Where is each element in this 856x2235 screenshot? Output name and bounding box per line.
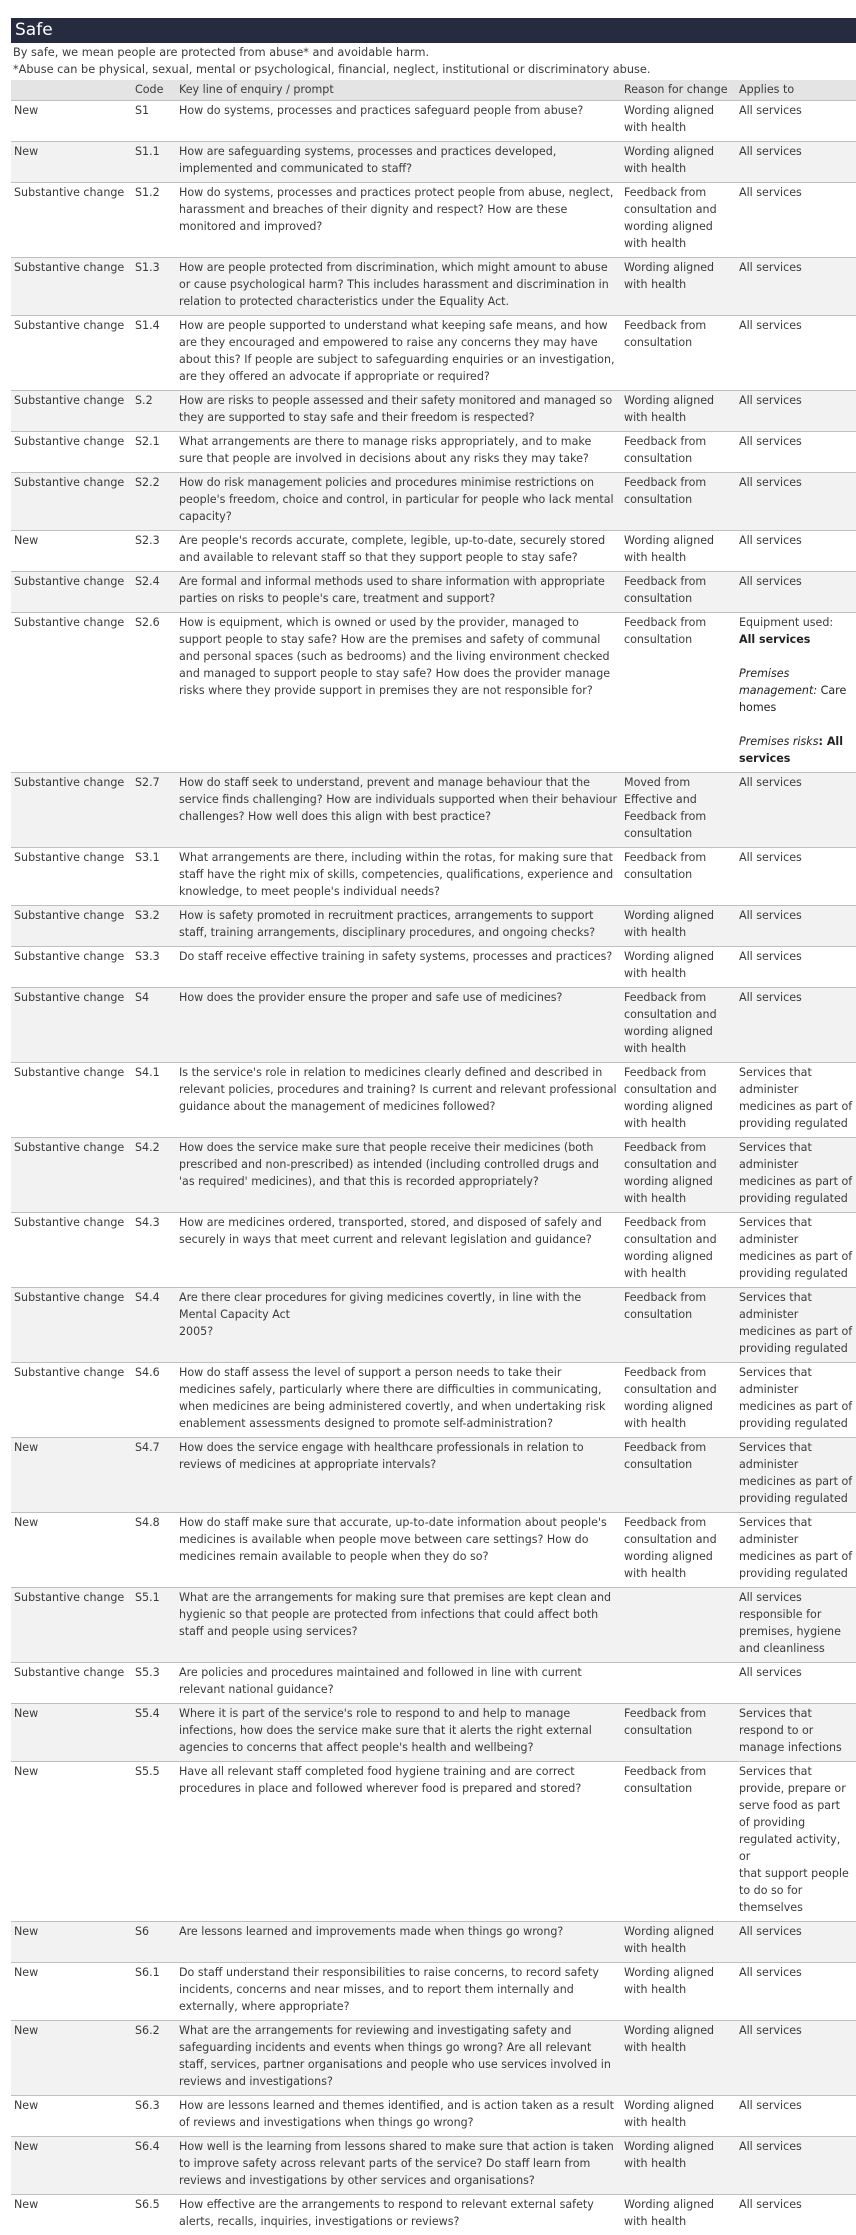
applies-cell: All services responsible for premises, hygiene and cleanliness bbox=[736, 1588, 856, 1663]
table-row bbox=[11, 572, 856, 613]
applies-cell: Services that administer medicines as part of providing regulated bbox=[736, 1138, 856, 1213]
reason-cell: Wording aligned with health bbox=[621, 2195, 736, 2235]
change-cell: New bbox=[11, 1762, 132, 1922]
change-cell: New bbox=[11, 2137, 132, 2195]
reason-cell: Wording aligned with health bbox=[621, 2096, 736, 2137]
code-cell: S2.2 bbox=[132, 473, 176, 531]
table-row bbox=[11, 1288, 856, 1363]
table-row bbox=[11, 101, 856, 142]
kloe-table bbox=[11, 80, 856, 2235]
applies-cell: Services that administer medicines as part of providing regulated bbox=[736, 1213, 856, 1288]
reason-cell: Feedback from consultation bbox=[621, 473, 736, 531]
table-row bbox=[11, 1363, 856, 1438]
prompt-cell: How does the provider ensure the proper and safe use of medicines? bbox=[176, 988, 621, 1063]
reason-cell: Wording aligned with health bbox=[621, 101, 736, 142]
applies-cell: All services bbox=[736, 142, 856, 183]
reason-cell bbox=[621, 1588, 736, 1663]
table-row bbox=[11, 2137, 856, 2195]
reason-cell: Wording aligned with health bbox=[621, 142, 736, 183]
code-cell: S3.1 bbox=[132, 848, 176, 906]
reason-cell: Feedback from consultation bbox=[621, 848, 736, 906]
reason-cell: Wording aligned with health bbox=[621, 947, 736, 988]
code-cell: S2.4 bbox=[132, 572, 176, 613]
prompt-cell: How are people protected from discrimination, which might amount to abuse or cause psychological harm? This includes harassment and discrimination in relation to protected characteristics under the Equality Act. bbox=[176, 258, 621, 316]
change-cell: Substantive change bbox=[11, 391, 132, 432]
change-cell: Substantive change bbox=[11, 258, 132, 316]
equipment-value: All services bbox=[739, 633, 810, 646]
reason-cell: Wording aligned with health bbox=[621, 906, 736, 947]
code-cell: S5.4 bbox=[132, 1704, 176, 1762]
change-cell: Substantive change bbox=[11, 1363, 132, 1438]
applies-cell: All services bbox=[736, 947, 856, 988]
reason-cell: Feedback from consultation and wording aligned with health bbox=[621, 183, 736, 258]
prompt-cell: How does the service engage with healthcare professionals in relation to reviews of medicines at appropriate intervals? bbox=[176, 1438, 621, 1513]
intro-line: By safe, we mean people are protected from abuse* and avoidable harm. bbox=[13, 44, 856, 61]
prompt-cell: Have all relevant staff completed food hygiene training and are correct procedures in place and followed wherever food is prepared and stored? bbox=[176, 1762, 621, 1922]
header-change bbox=[11, 80, 132, 101]
table-row bbox=[11, 183, 856, 258]
code-cell: S2.1 bbox=[132, 432, 176, 473]
code-cell: S3.3 bbox=[132, 947, 176, 988]
reason-cell: Wording aligned with health bbox=[621, 258, 736, 316]
table-row bbox=[11, 1063, 856, 1138]
prompt-cell: What arrangements are there to manage risks appropriately, and to make sure that people are involved in decisions about any risks they may take? bbox=[176, 432, 621, 473]
reason-cell: Feedback from consultation bbox=[621, 1762, 736, 1922]
table-row bbox=[11, 1663, 856, 1704]
table-row bbox=[11, 906, 856, 947]
code-cell: S1.3 bbox=[132, 258, 176, 316]
prompt-cell: How are medicines ordered, transported, stored, and disposed of safely and securely in ways that meet current and relevant legislation and guidance? bbox=[176, 1213, 621, 1288]
code-cell: S6.4 bbox=[132, 2137, 176, 2195]
applies-cell: All services bbox=[736, 1663, 856, 1704]
prompt-cell: How do staff assess the level of support a person needs to take their medicines safely, particularly where there are difficulties in communicating, when medicines are being administered covertly, and when undertaking risk enablement assessments designed to promote self-administration? bbox=[176, 1363, 621, 1438]
applies-cell: All services bbox=[736, 906, 856, 947]
table-row bbox=[11, 2096, 856, 2137]
table-row bbox=[11, 773, 856, 848]
reason-cell: Feedback from consultation and wording aligned with health bbox=[621, 988, 736, 1063]
applies-cell: All services bbox=[736, 432, 856, 473]
prompt-cell: Is the service's role in relation to medicines clearly defined and described in relevant policies, procedures and training? Is current and relevant professional guidance about the management of medicines followed? bbox=[176, 1063, 621, 1138]
code-cell: S4.6 bbox=[132, 1363, 176, 1438]
applies-cell: All services bbox=[736, 848, 856, 906]
change-cell: Substantive change bbox=[11, 473, 132, 531]
code-cell: S.2 bbox=[132, 391, 176, 432]
reason-cell: Feedback from consultation bbox=[621, 432, 736, 473]
intro-text bbox=[0, 43, 856, 78]
change-cell: Substantive change bbox=[11, 1213, 132, 1288]
prompt-cell: Are formal and informal methods used to share information with appropriate parties on risks to people's care, treatment and support? bbox=[176, 572, 621, 613]
applies-cell: All services bbox=[736, 391, 856, 432]
applies-cell: Services that administer medicines as part of providing regulated bbox=[736, 1363, 856, 1438]
reason-cell: Feedback from consultation bbox=[621, 316, 736, 391]
change-cell: New bbox=[11, 1513, 132, 1588]
code-cell: S2.7 bbox=[132, 773, 176, 848]
change-cell: New bbox=[11, 1922, 132, 1963]
table-row bbox=[11, 391, 856, 432]
change-cell: New bbox=[11, 1963, 132, 2021]
prompt-cell: Are lessons learned and improvements made when things go wrong? bbox=[176, 1922, 621, 1963]
applies-cell: All services bbox=[736, 773, 856, 848]
reason-cell: Feedback from consultation bbox=[621, 1438, 736, 1513]
change-cell: New bbox=[11, 2021, 132, 2096]
change-cell: Substantive change bbox=[11, 316, 132, 391]
table-row bbox=[11, 142, 856, 183]
prompt-cell: How are risks to people assessed and their safety monitored and managed so they are supported to stay safe and their freedom is respected? bbox=[176, 391, 621, 432]
code-cell: S4.8 bbox=[132, 1513, 176, 1588]
code-cell: S6.5 bbox=[132, 2195, 176, 2235]
prompt-cell: How is equipment, which is owned or used by the provider, managed to support people to stay safe? How are the premises and safety of communal and personal spaces (such as bedrooms) and the living environment checked and managed to support people to stay safe? How does the provider manage risks where they provide support in premises they are not responsible for? bbox=[176, 613, 621, 773]
table-row bbox=[11, 1438, 856, 1513]
header-code: Code bbox=[132, 80, 176, 101]
code-cell: S6.1 bbox=[132, 1963, 176, 2021]
table-row bbox=[11, 258, 856, 316]
table-row bbox=[11, 531, 856, 572]
reason-cell bbox=[621, 1663, 736, 1704]
prompt-cell: What are the arrangements for making sure that premises are kept clean and hygienic so that people are protected from infections that could affect both staff and people using services? bbox=[176, 1588, 621, 1663]
code-cell: S1.1 bbox=[132, 142, 176, 183]
change-cell: Substantive change bbox=[11, 1663, 132, 1704]
prompt-cell: How do systems, processes and practices protect people from abuse, neglect, harassment and breaches of their dignity and respect? How are these monitored and improved? bbox=[176, 183, 621, 258]
prompt-cell: How do staff seek to understand, prevent and manage behaviour that the service finds challenging? How are individuals supported when their behaviour challenges? How well does this align with best practice? bbox=[176, 773, 621, 848]
change-cell: Substantive change bbox=[11, 1063, 132, 1138]
applies-cell: All services bbox=[736, 183, 856, 258]
applies-cell: Services that administer medicines as part of providing regulated bbox=[736, 1063, 856, 1138]
prompt-cell: How do staff make sure that accurate, up-to-date information about people's medicines is available when people move between care settings? How do medicines remain available to people when they do so? bbox=[176, 1513, 621, 1588]
change-cell: New bbox=[11, 531, 132, 572]
prompt-cell: Do staff understand their responsibilities to raise concerns, to record safety incidents, concerns and near misses, and to report them internally and externally, where appropriate? bbox=[176, 1963, 621, 2021]
applies-cell: All services bbox=[736, 572, 856, 613]
table-row bbox=[11, 1704, 856, 1762]
prompt-cell: Where it is part of the service's role to respond to and help to manage infections, how does the service make sure that it alerts the right external agencies to concerns that affect people's health and wellbeing? bbox=[176, 1704, 621, 1762]
table-row bbox=[11, 2195, 856, 2235]
prompt-cell: How does the service make sure that people receive their medicines (both prescribed and non-prescribed) as intended (including controlled drugs and 'as required' medicines), and that this is recorded appropriately? bbox=[176, 1138, 621, 1213]
prompt-cell: How do systems, processes and practices safeguard people from abuse? bbox=[176, 101, 621, 142]
table-row bbox=[11, 848, 856, 906]
header-reason: Reason for change bbox=[621, 80, 736, 101]
change-cell: Substantive change bbox=[11, 572, 132, 613]
table-row bbox=[11, 988, 856, 1063]
change-cell: Substantive change bbox=[11, 773, 132, 848]
change-cell: Substantive change bbox=[11, 1138, 132, 1213]
change-cell: Substantive change bbox=[11, 432, 132, 473]
table-row bbox=[11, 432, 856, 473]
applies-cell: All services bbox=[736, 316, 856, 391]
table-row bbox=[11, 316, 856, 391]
code-cell: S2.6 bbox=[132, 613, 176, 773]
change-cell: New bbox=[11, 1704, 132, 1762]
applies-cell: All services bbox=[736, 2096, 856, 2137]
change-cell: Substantive change bbox=[11, 848, 132, 906]
premises-risks-label: Premises risks bbox=[739, 735, 819, 748]
prompt-cell: Are people's records accurate, complete, legible, up-to-date, securely stored and available to relevant staff so that they support people to stay safe? bbox=[176, 531, 621, 572]
reason-cell: Feedback from consultation bbox=[621, 1704, 736, 1762]
header-prompt: Key line of enquiry / prompt bbox=[176, 80, 621, 101]
prompt-cell: How are safeguarding systems, processes and practices developed, implemented and communicated to staff? bbox=[176, 142, 621, 183]
change-cell: Substantive change bbox=[11, 1588, 132, 1663]
applies-cell bbox=[736, 613, 856, 773]
reason-cell: Feedback from consultation bbox=[621, 613, 736, 773]
change-cell: Substantive change bbox=[11, 947, 132, 988]
change-cell: Substantive change bbox=[11, 183, 132, 258]
reason-cell: Wording aligned with health bbox=[621, 391, 736, 432]
applies-cell: Services that administer medicines as part of providing regulated bbox=[736, 1513, 856, 1588]
prompt-cell: Do staff receive effective training in safety systems, processes and practices? bbox=[176, 947, 621, 988]
reason-cell: Feedback from consultation and wording aligned with health bbox=[621, 1063, 736, 1138]
reason-cell: Wording aligned with health bbox=[621, 2021, 736, 2096]
table-row bbox=[11, 1138, 856, 1213]
applies-cell: Services that respond to or manage infections bbox=[736, 1704, 856, 1762]
prompt-cell: Are policies and procedures maintained and followed in line with current relevant national guidance? bbox=[176, 1663, 621, 1704]
reason-cell: Feedback from consultation bbox=[621, 1288, 736, 1363]
applies-cell: All services bbox=[736, 101, 856, 142]
equipment-label: Equipment used: bbox=[739, 616, 833, 629]
code-cell: S5.3 bbox=[132, 1663, 176, 1704]
table-row bbox=[11, 473, 856, 531]
table-row bbox=[11, 1762, 856, 1922]
code-cell: S3.2 bbox=[132, 906, 176, 947]
applies-cell: All services bbox=[736, 531, 856, 572]
reason-cell: Feedback from consultation bbox=[621, 572, 736, 613]
code-cell: S4.1 bbox=[132, 1063, 176, 1138]
prompt-cell: Are there clear procedures for giving medicines covertly, in line with the Mental Capacity Act 2005? bbox=[176, 1288, 621, 1363]
reason-cell: Wording aligned with health bbox=[621, 1922, 736, 1963]
applies-cell: Services that provide, prepare or serve food as part of providing regulated activity, or that support people to do so for themselves bbox=[736, 1762, 856, 1922]
reason-cell: Feedback from consultation and wording aligned with health bbox=[621, 1513, 736, 1588]
change-cell: New bbox=[11, 2096, 132, 2137]
table-row bbox=[11, 1963, 856, 2021]
table-row bbox=[11, 1588, 856, 1663]
applies-cell: All services bbox=[736, 2021, 856, 2096]
code-cell: S2.3 bbox=[132, 531, 176, 572]
premises-management-value: Care homes bbox=[739, 684, 846, 714]
table-row bbox=[11, 1213, 856, 1288]
section-title: Safe bbox=[11, 18, 856, 43]
change-cell: New bbox=[11, 142, 132, 183]
reason-cell: Wording aligned with health bbox=[621, 2137, 736, 2195]
table-row bbox=[11, 2021, 856, 2096]
code-cell: S1.2 bbox=[132, 183, 176, 258]
table-row bbox=[11, 1513, 856, 1588]
prompt-cell: What are the arrangements for reviewing and investigating safety and safeguarding incidents and events when things go wrong? Are all relevant staff, services, partner organisations and people who use services involved in reviews and investigations? bbox=[176, 2021, 621, 2096]
table-row bbox=[11, 947, 856, 988]
table-row bbox=[11, 1922, 856, 1963]
reason-cell: Wording aligned with health bbox=[621, 531, 736, 572]
code-cell: S4.3 bbox=[132, 1213, 176, 1288]
prompt-cell: How effective are the arrangements to respond to relevant external safety alerts, recalls, inquiries, investigations or reviews? bbox=[176, 2195, 621, 2235]
premises-management-label: Premises management: bbox=[739, 667, 817, 697]
change-cell: Substantive change bbox=[11, 613, 132, 773]
header-applies: Applies to bbox=[736, 80, 856, 101]
applies-cell: All services bbox=[736, 1963, 856, 2021]
change-cell: Substantive change bbox=[11, 906, 132, 947]
code-cell: S4 bbox=[132, 988, 176, 1063]
change-cell: New bbox=[11, 101, 132, 142]
prompt-cell: How are people supported to understand what keeping safe means, and how are they encouraged and empowered to raise any concerns they may have about this? If people are subject to safeguarding enquiries or an investigation, are they offered an advocate if appropriate or required? bbox=[176, 316, 621, 391]
applies-cell: All services bbox=[736, 2195, 856, 2235]
change-cell: Substantive change bbox=[11, 988, 132, 1063]
reason-cell: Feedback from consultation and wording aligned with health bbox=[621, 1363, 736, 1438]
applies-cell: Services that administer medicines as part of providing regulated bbox=[736, 1438, 856, 1513]
code-cell: S4.4 bbox=[132, 1288, 176, 1363]
code-cell: S4.7 bbox=[132, 1438, 176, 1513]
prompt-cell: How is safety promoted in recruitment practices, arrangements to support staff, training arrangements, disciplinary procedures, and ongoing checks? bbox=[176, 906, 621, 947]
applies-cell: All services bbox=[736, 1922, 856, 1963]
table-row bbox=[11, 613, 856, 773]
code-cell: S6.3 bbox=[132, 2096, 176, 2137]
code-cell: S1.4 bbox=[132, 316, 176, 391]
prompt-cell: What arrangements are there, including within the rotas, for making sure that staff have the right mix of skills, competencies, qualifications, experience and knowledge, to meet people's individual needs? bbox=[176, 848, 621, 906]
code-cell: S5.5 bbox=[132, 1762, 176, 1922]
prompt-cell: How do risk management policies and procedures minimise restrictions on people's freedom, choice and control, in particular for people who lack mental capacity? bbox=[176, 473, 621, 531]
change-cell: New bbox=[11, 2195, 132, 2235]
applies-cell: All services bbox=[736, 2137, 856, 2195]
prompt-cell: How well is the learning from lessons shared to make sure that action is taken to improve safety across relevant parts of the service? Do staff learn from reviews and investigations by other services and organisations? bbox=[176, 2137, 621, 2195]
code-cell: S1 bbox=[132, 101, 176, 142]
applies-cell: Services that administer medicines as part of providing regulated bbox=[736, 1288, 856, 1363]
reason-cell: Wording aligned with health bbox=[621, 1963, 736, 2021]
code-cell: S5.1 bbox=[132, 1588, 176, 1663]
reason-cell: Feedback from consultation and wording aligned with health bbox=[621, 1138, 736, 1213]
code-cell: S6 bbox=[132, 1922, 176, 1963]
intro-line: *Abuse can be physical, sexual, mental or psychological, financial, neglect, institutional or discriminatory abuse. bbox=[13, 61, 856, 78]
applies-cell: All services bbox=[736, 258, 856, 316]
code-cell: S4.2 bbox=[132, 1138, 176, 1213]
change-cell: Substantive change bbox=[11, 1288, 132, 1363]
reason-cell: Moved from Effective and Feedback from consultation bbox=[621, 773, 736, 848]
applies-cell: All services bbox=[736, 988, 856, 1063]
table-header-row bbox=[11, 80, 856, 101]
code-cell: S6.2 bbox=[132, 2021, 176, 2096]
applies-cell: All services bbox=[736, 473, 856, 531]
premises-risks-value: : All services bbox=[739, 735, 843, 765]
prompt-cell: How are lessons learned and themes identified, and is action taken as a result of reviews and investigations when things go wrong? bbox=[176, 2096, 621, 2137]
change-cell: New bbox=[11, 1438, 132, 1513]
reason-cell: Feedback from consultation and wording aligned with health bbox=[621, 1213, 736, 1288]
